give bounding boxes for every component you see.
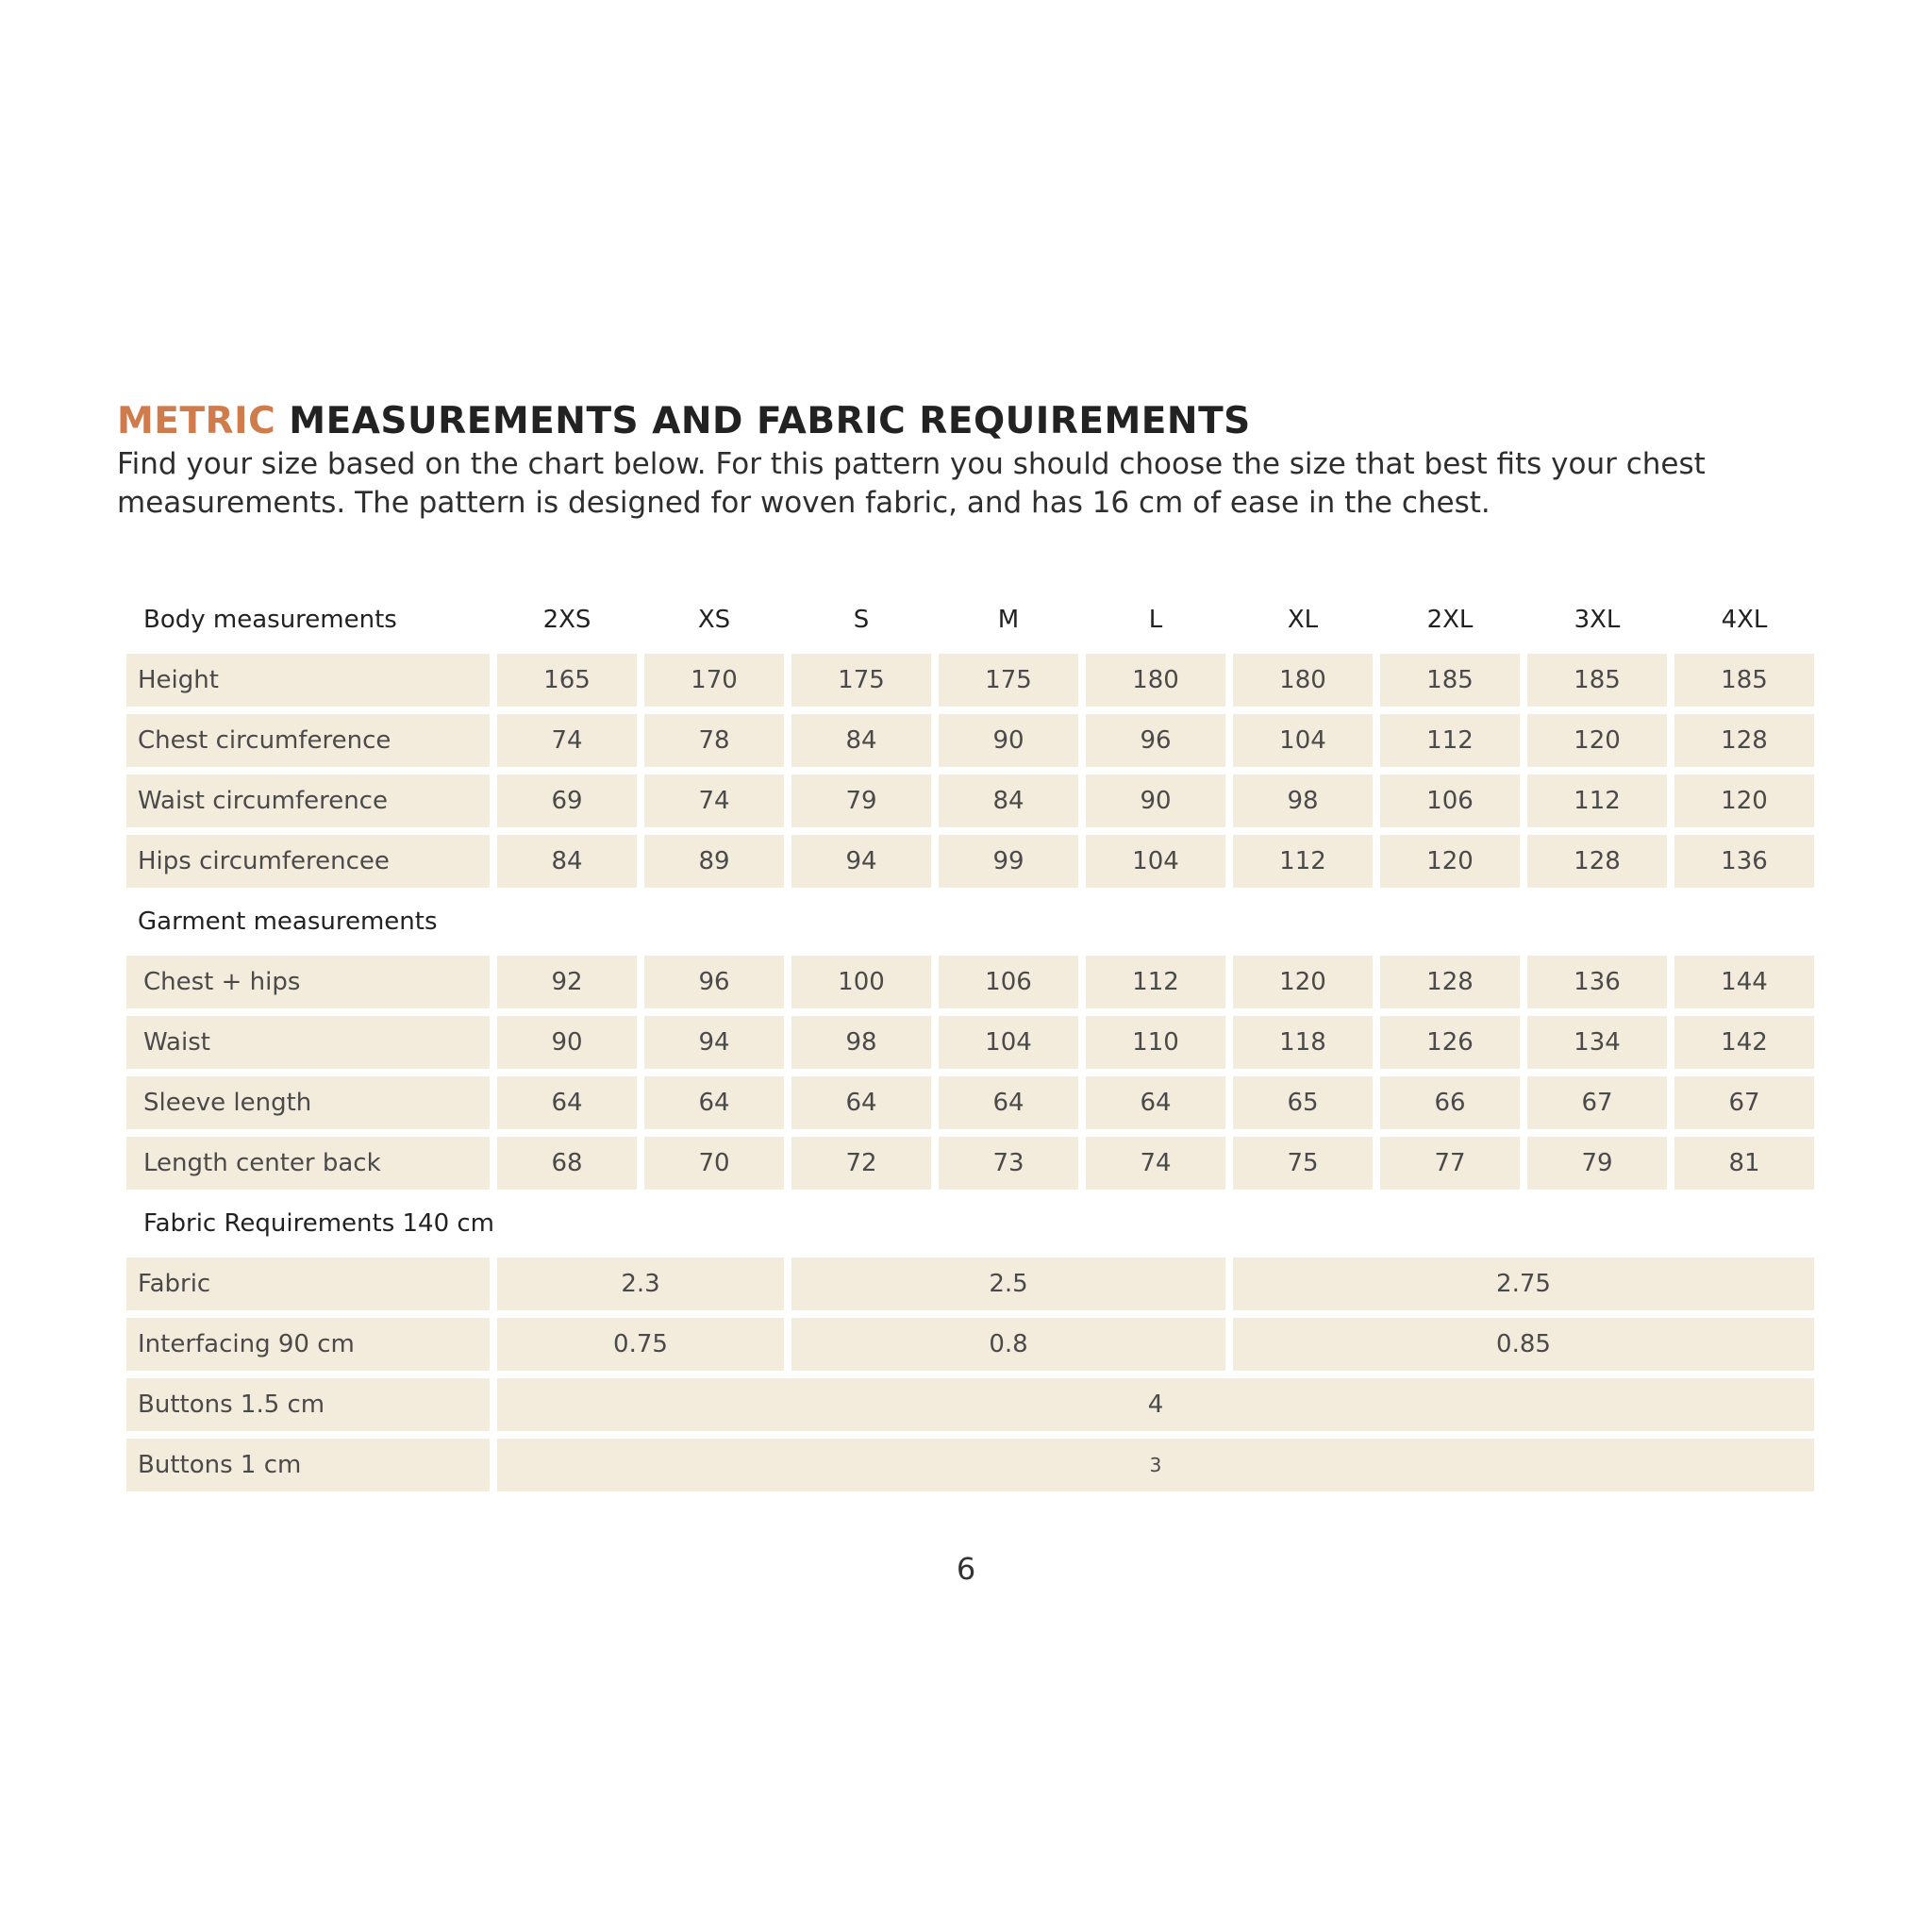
table-cell: 0.8: [791, 1318, 1225, 1371]
table-cell: 165: [497, 654, 637, 707]
table-cell: 89: [644, 835, 784, 888]
table-cell: 126: [1380, 1016, 1520, 1069]
table-cell: 90: [497, 1016, 637, 1069]
table-row-fabric: [126, 1257, 1814, 1310]
size-header-4xl: 4XL: [1721, 606, 1768, 634]
table-cell: 90: [939, 714, 1078, 767]
table-cell: 64: [1086, 1076, 1225, 1129]
table-cell: 112: [1380, 714, 1520, 767]
table-cell: 79: [791, 774, 931, 827]
body-measurements-header: Body measurements: [143, 606, 397, 634]
table-cell: 64: [791, 1076, 931, 1129]
table-cell: 73: [939, 1137, 1078, 1190]
row-label: Height: [126, 654, 490, 707]
table-cell: 65: [1233, 1076, 1373, 1129]
table-cell: 185: [1527, 654, 1667, 707]
table-cell: 98: [1233, 774, 1373, 827]
size-header-2xl: 2XL: [1426, 606, 1474, 634]
table-cell: 74: [644, 774, 784, 827]
table-cell: 128: [1380, 956, 1520, 1008]
table-row-waist: [126, 1016, 1814, 1069]
table-cell: 81: [1674, 1137, 1814, 1190]
size-chart-table: [119, 586, 1822, 1499]
table-cell: 90: [1086, 774, 1225, 827]
row-label: Waist circumference: [126, 774, 490, 827]
row-label: Buttons 1.5 cm: [126, 1378, 490, 1431]
table-cell: 118: [1233, 1016, 1373, 1069]
fabric-requirements-section: [126, 1197, 1814, 1491]
table-cell: 180: [1086, 654, 1225, 707]
table-cell: 112: [1233, 835, 1373, 888]
table-cell: 79: [1527, 1137, 1667, 1190]
table-cell: 128: [1674, 714, 1814, 767]
table-cell: 100: [791, 956, 931, 1008]
table-cell: 66: [1380, 1076, 1520, 1129]
table-row-sleeve-length: [126, 1076, 1814, 1129]
table-cell: 64: [644, 1076, 784, 1129]
table-cell: 94: [791, 835, 931, 888]
table-cell: 185: [1674, 654, 1814, 707]
table-cell: 96: [644, 956, 784, 1008]
table-row-buttons-small: [126, 1439, 1814, 1491]
size-header-m: M: [997, 606, 1020, 634]
table-cell: 120: [1527, 714, 1667, 767]
table-cell: 64: [939, 1076, 1078, 1129]
table-cell: 120: [1380, 835, 1520, 888]
table-cell: 64: [497, 1076, 637, 1129]
table-cell: 74: [497, 714, 637, 767]
table-cell: 136: [1674, 835, 1814, 888]
garment-measurements-section: [126, 895, 1814, 1190]
table-cell: 77: [1380, 1137, 1520, 1190]
table-cell: 180: [1233, 654, 1373, 707]
size-header-xs: XS: [697, 606, 731, 634]
table-cell: 84: [497, 835, 637, 888]
table-cell: 3: [497, 1439, 1814, 1491]
size-header-2xs: 2XS: [542, 606, 591, 634]
table-row-waist-circumference: [126, 774, 1814, 827]
table-cell: 104: [1233, 714, 1373, 767]
table-cell: 99: [939, 835, 1078, 888]
fabric-requirements-header: Fabric Requirements 140 cm: [143, 1209, 495, 1238]
table-cell: 74: [1086, 1137, 1225, 1190]
table-cell: 84: [791, 714, 931, 767]
table-cell: 84: [939, 774, 1078, 827]
title-rest: MEASUREMENTS AND FABRIC REQUIREMENTS: [275, 400, 1251, 442]
page-number: 6: [956, 1551, 976, 1587]
table-cell: 112: [1527, 774, 1667, 827]
intro-line-2: measurements. The pattern is designed for woven fabric, and has 16 cm of ease in the chest.: [117, 486, 1491, 520]
table-cell: 75: [1233, 1137, 1373, 1190]
table-cell: 0.75: [497, 1318, 784, 1371]
table-cell: 67: [1674, 1076, 1814, 1129]
size-header-s: S: [853, 606, 870, 634]
table-cell: 106: [939, 956, 1078, 1008]
table-cell: 185: [1380, 654, 1520, 707]
size-header-3xl: 3XL: [1574, 606, 1621, 634]
fabric-header-row: [126, 1197, 1814, 1250]
table-cell: 2.3: [497, 1257, 784, 1310]
row-label: Buttons 1 cm: [126, 1439, 490, 1491]
table-cell: 2.75: [1233, 1257, 1814, 1310]
garment-measurements-header: Garment measurements: [138, 908, 438, 936]
row-label: Chest + hips: [126, 956, 490, 1008]
row-label: Chest circumference: [126, 714, 490, 767]
table-cell: 4: [497, 1378, 1814, 1431]
table-row-interfacing: [126, 1318, 1814, 1371]
table-cell: 106: [1380, 774, 1520, 827]
table-cell: 92: [497, 956, 637, 1008]
table-cell: 142: [1674, 1016, 1814, 1069]
table-cell: 98: [791, 1016, 931, 1069]
table-cell: 112: [1086, 956, 1225, 1008]
table-cell: 110: [1086, 1016, 1225, 1069]
row-label: Sleeve length: [126, 1076, 490, 1129]
title-accent: METRIC: [117, 400, 276, 442]
row-label: Fabric: [126, 1257, 490, 1310]
size-header-row: [126, 593, 1814, 646]
table-row-buttons-large: [126, 1378, 1814, 1431]
table-cell: 170: [644, 654, 784, 707]
table-cell: 136: [1527, 956, 1667, 1008]
table-cell: 128: [1527, 835, 1667, 888]
table-cell: 68: [497, 1137, 637, 1190]
table-cell: 0.85: [1233, 1318, 1814, 1371]
table-cell: 120: [1674, 774, 1814, 827]
table-cell: 134: [1527, 1016, 1667, 1069]
table-row-length-center-back: [126, 1137, 1814, 1190]
table-cell: 78: [644, 714, 784, 767]
table-cell: 120: [1233, 956, 1373, 1008]
table-cell: 175: [791, 654, 931, 707]
garment-header-row: [126, 895, 1814, 948]
size-header-l: L: [1148, 606, 1163, 634]
table-cell: 94: [644, 1016, 784, 1069]
table-row-chest-circumference: [126, 714, 1814, 767]
size-header-xl: XL: [1287, 606, 1319, 634]
table-cell: 67: [1527, 1076, 1667, 1129]
table-cell: 104: [1086, 835, 1225, 888]
page-title: [117, 400, 1251, 442]
table-cell: 70: [644, 1137, 784, 1190]
table-cell: 144: [1674, 956, 1814, 1008]
row-label: Length center back: [126, 1137, 490, 1190]
table-cell: 104: [939, 1016, 1078, 1069]
table-row-chest-hips: [126, 956, 1814, 1008]
row-label: Waist: [126, 1016, 490, 1069]
table-row-hips-circumference: [126, 835, 1814, 888]
intro-paragraph: [117, 445, 1834, 523]
table-cell: 2.5: [791, 1257, 1225, 1310]
body-measurements-section: [126, 593, 1814, 888]
table-cell: 72: [791, 1137, 931, 1190]
table-cell: 175: [939, 654, 1078, 707]
table-row-height: [126, 654, 1814, 707]
table-cell: 96: [1086, 714, 1225, 767]
table-cell: 69: [497, 774, 637, 827]
row-label: Hips circumferencee: [126, 835, 490, 888]
row-label: Interfacing 90 cm: [126, 1318, 490, 1371]
intro-line-1: Find your size based on the chart below. For this pattern you should choose the size that best fits your chest: [117, 447, 1706, 481]
